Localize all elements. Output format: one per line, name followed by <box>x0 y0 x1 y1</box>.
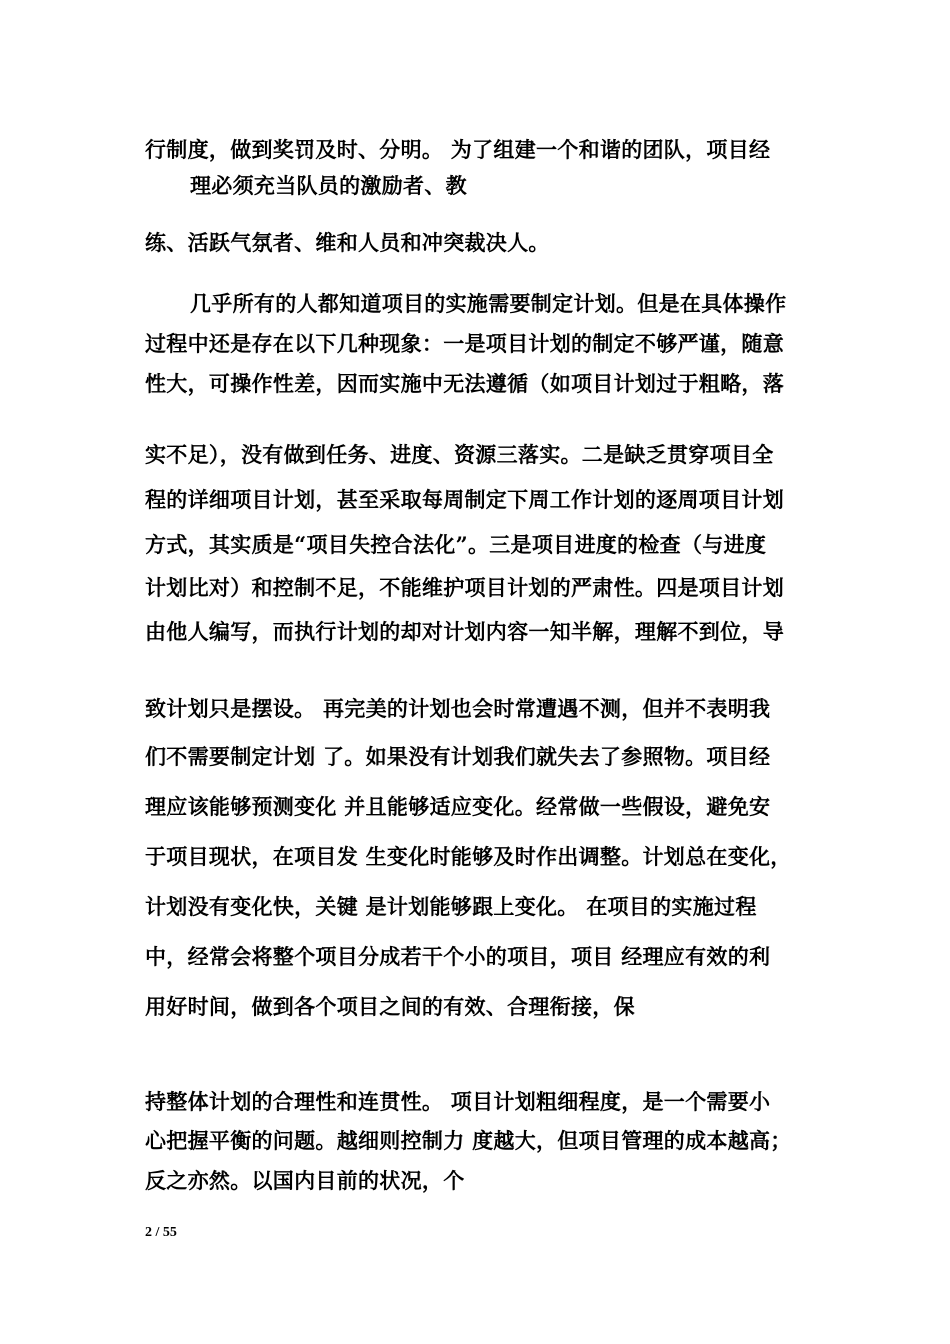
text-line: 过程中还是存在以下几种现象：一是项目计划的制定不够严谨，随意 <box>145 331 784 356</box>
text-line: 实不足），没有做到任务、进度、资源三落实。二是缺乏贯穿项目全 <box>145 442 774 467</box>
text-line: 理应该能够预测变化 并且能够适应变化。经常做一些假设，避免安 <box>145 794 771 819</box>
text-line: 计划比对）和控制不足，不能维护项目计划的严肃性。四是项目计划 <box>145 575 784 600</box>
text-line: 持整体计划的合理性和连贯性。 项目计划粗细程度，是一个需要小 <box>145 1089 771 1114</box>
text-line: 计划没有变化快，关键 是计划能够跟上变化。 在项目的实施过程 <box>145 894 757 919</box>
text-line: 心把握平衡的问题。越细则控制力 度越大，但项目管理的成本越高； <box>145 1128 792 1153</box>
text-line: 反之亦然。以国内目前的状况，个 <box>145 1168 465 1193</box>
text-line: 练、活跃气氛者、维和人员和冲突裁决人。 <box>145 230 550 255</box>
text-line: 中，经常会将整个项目分成若干个小的项目，项目 经理应有效的利 <box>145 944 771 969</box>
text-line: 们不需要制定计划 了。如果没有计划我们就失去了参照物。项目经 <box>145 744 771 769</box>
text-line: 性大，可操作性差，因而实施中无法遵循（如项目计划过于粗略，落 <box>145 371 784 396</box>
text-line: 程的详细项目计划，甚至采取每周制定下周工作计划的逐周项目计划 <box>145 487 784 512</box>
text-line: 用好时间，做到各个项目之间的有效、合理衔接，保 <box>145 994 635 1019</box>
text-line: 方式，其实质是“项目失控合法化”。三是项目进度的检查（与进度 <box>145 532 767 557</box>
text-line: 于项目现状，在项目发 生变化时能够及时作出调整。计划总在变化， <box>145 844 792 869</box>
paragraph-first-line: 几乎所有的人都知道项目的实施需要制定计划。但是在具体操作 <box>190 291 787 316</box>
text-line: 理必须充当队员的激励者、教 <box>190 173 467 198</box>
text-line: 由他人编写，而执行计划的却对计划内容一知半解，理解不到位，导 <box>145 619 784 644</box>
text-line: 致计划只是摆设。 再完美的计划也会时常遭遇不测，但并不表明我 <box>145 696 771 721</box>
page-number: 2 / 55 <box>145 1225 177 1240</box>
text-line: 行制度，做到奖罚及时、分明。 为了组建一个和谐的团队，项目经 <box>145 137 771 162</box>
